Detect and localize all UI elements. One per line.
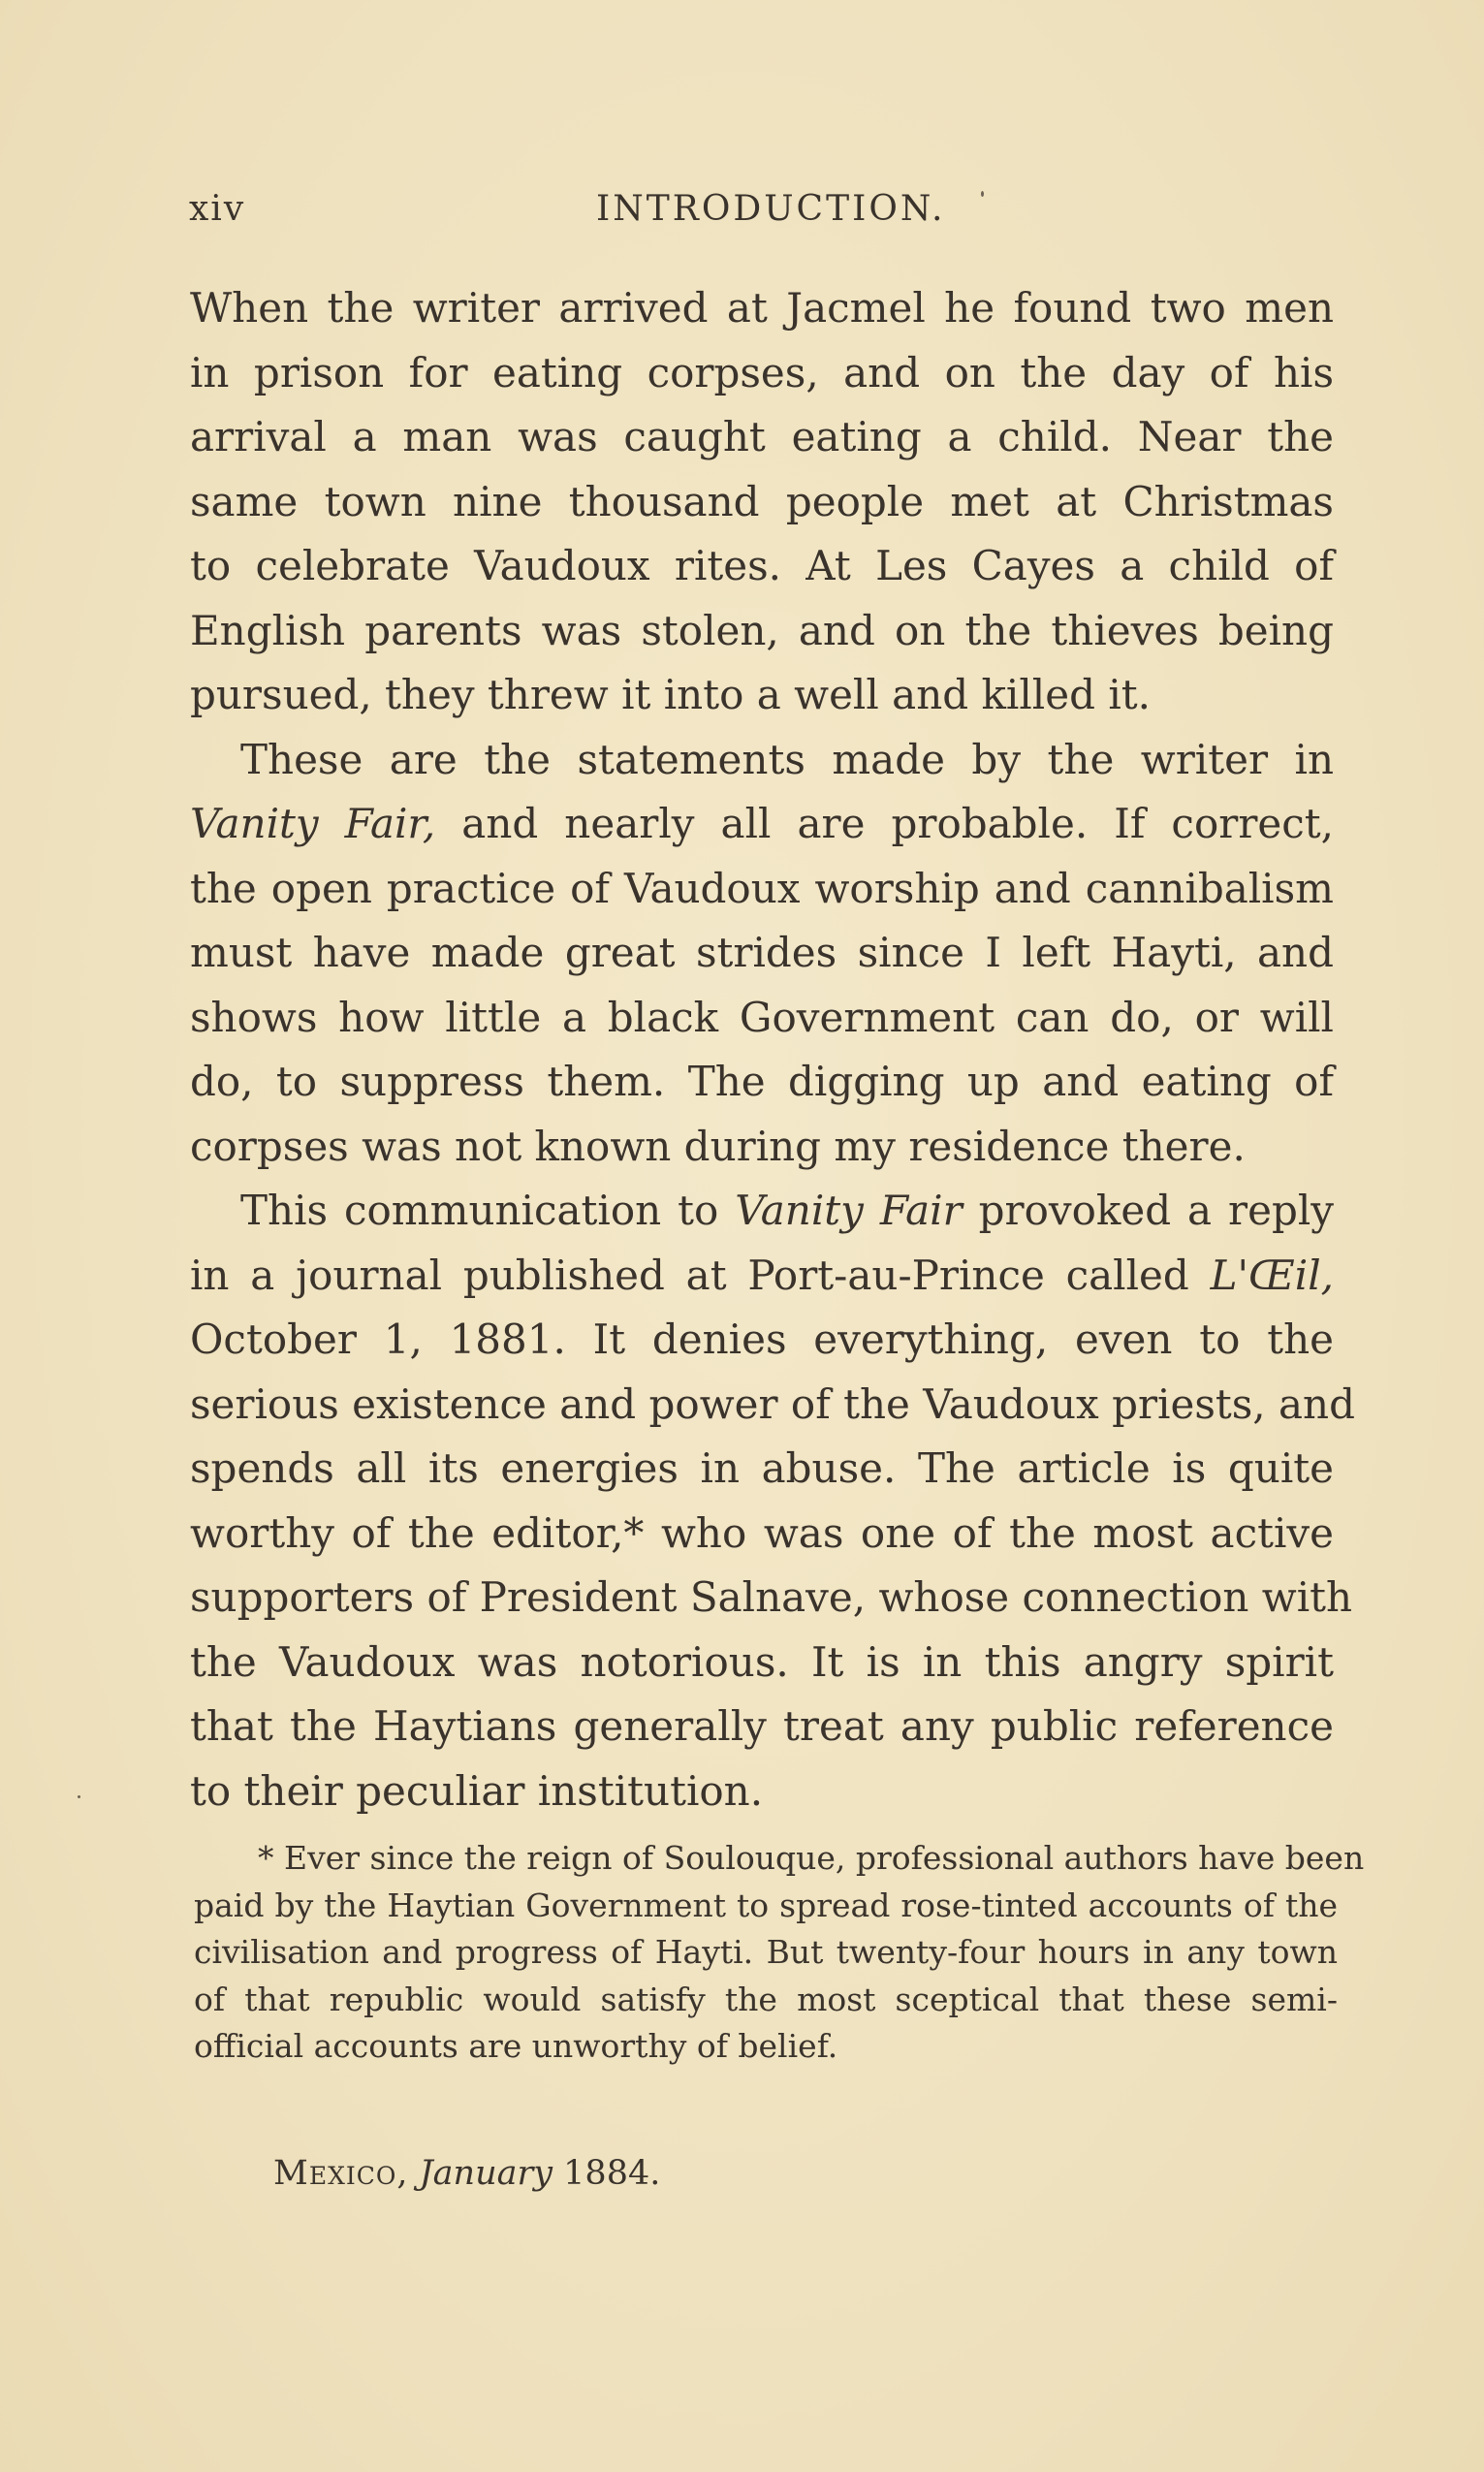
- signature-year: 1884.: [563, 2154, 661, 2193]
- text-line: the Vaudoux was notorious. It is in this angry spirit: [190, 1637, 1334, 1686]
- signature-month: January: [419, 2154, 553, 2193]
- text-line: spends all its energies in abuse. The article is quite: [190, 1444, 1334, 1492]
- signature-dateline: [273, 2154, 660, 2193]
- footnote-line: * Ever since the reign of Soulouque, professional authors have been: [258, 1839, 1365, 1877]
- page-number: xiv: [189, 189, 246, 229]
- text-line: serious existence and power of the Vaudoux priests, and: [190, 1379, 1355, 1428]
- footnote: [194, 1835, 1365, 2071]
- italic-title: Vanity Fair,: [190, 800, 436, 847]
- text-line: These are the statements made by the writer in: [240, 735, 1334, 783]
- italic-title: L'Œil,: [1210, 1251, 1334, 1299]
- text-line: [190, 1179, 1334, 1244]
- text-line: to their peculiar institution.: [190, 1766, 764, 1815]
- footnote-line: of that republic would satisfy the most sceptical that these semi-: [194, 1980, 1338, 2018]
- text-line: must have made great strides since I left Hayti, and: [190, 929, 1334, 976]
- text-line: the open practice of Vaudoux worship and cannibalism: [190, 864, 1334, 912]
- paper-speck: [78, 1795, 80, 1798]
- paragraph-1: [190, 276, 1334, 728]
- text-line: When the writer arrived at Jacmel he found two men: [190, 284, 1334, 332]
- italic-title: Vanity Fair: [735, 1187, 963, 1234]
- text-fragment: in a journal published at Port-au-Prince called: [190, 1251, 1211, 1299]
- chapter-title: INTRODUCTION.: [596, 189, 946, 229]
- text-fragment: provoked a reply: [962, 1187, 1335, 1234]
- text-line: same town nine thousand people met at Christmas: [190, 477, 1334, 525]
- text-line: to celebrate Vaudoux rites. At Les Cayes a child of: [190, 542, 1334, 589]
- text-line: English parents was stolen, and on the thieves being: [190, 606, 1334, 654]
- text-line: do, to suppress them. The digging up and eating of: [190, 1058, 1334, 1105]
- running-head: [189, 189, 1333, 247]
- text-line: corpses was not known during my residence there.: [190, 1122, 1246, 1170]
- text-line: shows how little a black Government can do, or will: [190, 993, 1334, 1041]
- paragraph-3: [190, 1179, 1355, 1823]
- text-line: in prison for eating corpses, and on the day of his: [190, 348, 1334, 396]
- text-fragment: and nearly all are probable. If correct,: [435, 800, 1334, 847]
- text-line: [190, 792, 1334, 857]
- text-fragment: This communication to: [240, 1187, 736, 1234]
- footnote-line: paid by the Haytian Government to spread rose-tinted accounts of the: [194, 1886, 1338, 1924]
- paper-speck: [981, 191, 984, 197]
- text-line: worthy of the editor,* who was one of the most active: [190, 1508, 1334, 1557]
- text-line: pursued, they threw it into a well and killed it.: [190, 671, 1151, 718]
- text-line: [190, 1244, 1334, 1309]
- paragraph-2: [190, 728, 1334, 1180]
- signature-place: Mexico,: [273, 2154, 409, 2193]
- body-text: [190, 276, 1355, 1823]
- text-line: October 1, 1881. It denies everything, even to the: [190, 1315, 1334, 1363]
- footnote-line: civilisation and progress of Hayti. But twenty-four hours in any town: [194, 1933, 1338, 1971]
- text-line: supporters of President Salnave, whose connection with: [190, 1573, 1353, 1621]
- footnote-line: official accounts are unworthy of belief.: [194, 2027, 838, 2065]
- text-line: arrival a man was caught eating a child. Near the: [190, 413, 1334, 460]
- text-line: that the Haytians generally treat any public reference: [190, 1702, 1334, 1750]
